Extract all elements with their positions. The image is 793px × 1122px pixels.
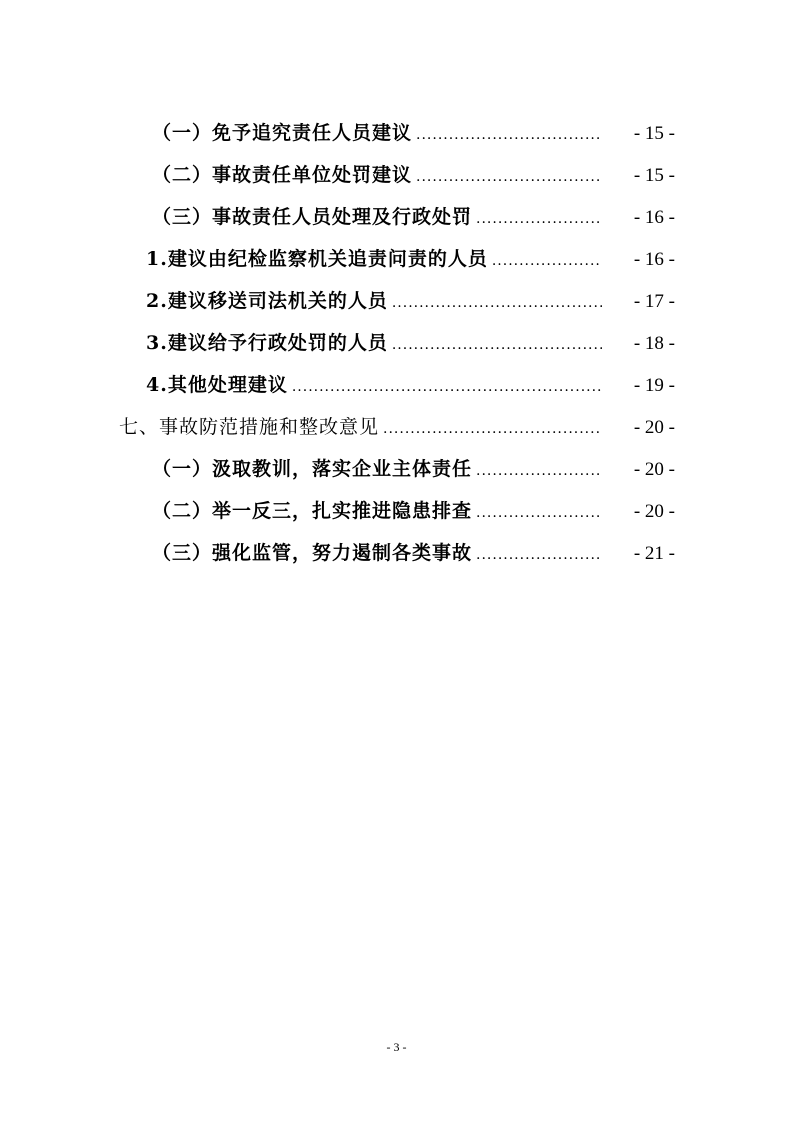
toc-leader-dots — [416, 114, 602, 156]
toc-entry[interactable] — [0, 532, 793, 574]
toc-entry-page: - 15 - — [633, 165, 675, 186]
toc-entry-title: （一）免予追究责任人员建议 — [152, 122, 413, 144]
toc-leader-dots — [476, 534, 602, 576]
toc-leader-dots — [292, 366, 602, 408]
toc-section-heading[interactable] — [0, 406, 793, 448]
toc-entry[interactable] — [0, 238, 793, 280]
toc-leader-dots — [392, 324, 602, 366]
toc-leader-dots — [416, 156, 602, 198]
toc-entry-page: - 20 - — [633, 417, 675, 438]
toc-entry-page: - 19 - — [633, 375, 675, 396]
toc-entry[interactable] — [0, 154, 793, 196]
toc-entry-title: （二）事故责任单位处罚建议 — [152, 164, 413, 186]
toc-entry-page: - 20 - — [633, 459, 675, 480]
toc-entry-title: 3.建议给予行政处罚的人员 — [146, 332, 388, 354]
toc-entry-page: - 15 - — [633, 123, 675, 144]
toc-entry[interactable] — [0, 322, 793, 364]
toc-entry[interactable] — [0, 364, 793, 406]
toc-entry[interactable] — [0, 448, 793, 490]
toc-entry-page: - 18 - — [633, 333, 675, 354]
toc-leader-dots — [492, 240, 602, 282]
toc-entry-page: - 20 - — [633, 501, 675, 522]
toc-entry[interactable] — [0, 112, 793, 154]
toc-entry-page: - 21 - — [633, 543, 675, 564]
toc-leader-dots — [476, 492, 602, 534]
toc-entry-page: - 16 - — [633, 207, 675, 228]
toc-entry-title: （二）举一反三，扎实推进隐患排查 — [152, 500, 473, 522]
toc-entry[interactable] — [0, 280, 793, 322]
toc-leader-dots — [476, 198, 602, 240]
toc-entry-title: 4.其他处理建议 — [146, 374, 288, 396]
toc-entry-page: - 17 - — [633, 291, 675, 312]
toc-entry-title: （三）事故责任人员处理及行政处罚 — [152, 206, 473, 228]
toc-entry[interactable] — [0, 196, 793, 238]
toc-entry-title: 2.建议移送司法机关的人员 — [146, 290, 388, 312]
page-number: - 3 - — [386, 1040, 407, 1054]
toc-entry-title: 七、事故防范措施和整改意见 — [119, 416, 380, 438]
toc-entry-title: （三）强化监管，努力遏制各类事故 — [152, 542, 473, 564]
toc-leader-dots — [476, 450, 602, 492]
toc-entry-title: 1.建议由纪检监察机关追责问责的人员 — [146, 248, 488, 270]
toc-leader-dots — [392, 282, 602, 324]
toc-entry[interactable] — [0, 490, 793, 532]
toc-leader-dots — [383, 408, 602, 450]
table-of-contents — [0, 112, 793, 574]
toc-entry-page: - 16 - — [633, 249, 675, 270]
toc-entry-title: （一）汲取教训，落实企业主体责任 — [152, 458, 473, 480]
